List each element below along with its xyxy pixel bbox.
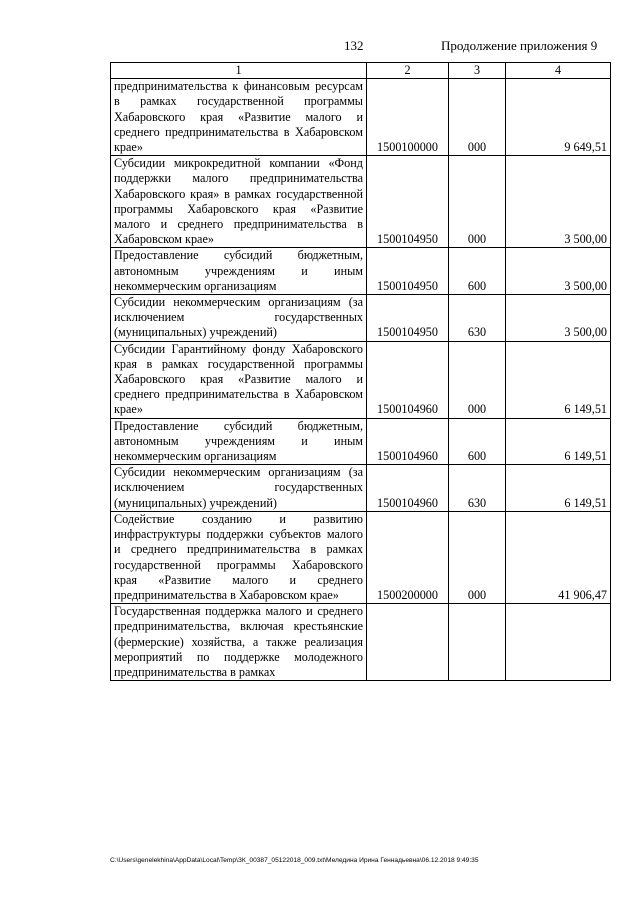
row-expense-type: 000	[449, 156, 506, 248]
table-row	[111, 295, 611, 342]
row-name: Содействие созданию и развитию инфраструктуры поддержки субъектов малого и среднего предпринимательства в рамках государственной программы Хабаровского края «Развитие малого и среднего предпринимательства в Хабаровском крае»	[111, 511, 367, 603]
table-row	[111, 418, 611, 465]
table-row	[111, 156, 611, 248]
row-name: Государственная поддержка малого и среднего предпринимательства, включая крестьянские (фермерские) хозяйства, а также реализация мероприятий по поддержке молодежного предпринимательства в рамках	[111, 604, 367, 681]
row-name: Предоставление субсидий бюджетным, автономным учреждениям и иным некоммерческим организациям	[111, 248, 367, 295]
table-row	[111, 248, 611, 295]
row-expense-type: 600	[449, 248, 506, 295]
row-sum: 9 649,51	[506, 79, 611, 156]
table-header-row	[111, 63, 611, 79]
row-expense-type: 630	[449, 465, 506, 512]
row-expense-type: 000	[449, 341, 506, 418]
row-code: 1500104960	[367, 465, 449, 512]
row-code	[367, 604, 449, 681]
continuation-title: Продолжение приложения 9	[441, 38, 598, 53]
column-header-1: 1	[111, 63, 367, 79]
row-sum	[506, 604, 611, 681]
column-header-3: 3	[449, 63, 506, 79]
table-row	[111, 604, 611, 681]
row-code: 1500104960	[367, 418, 449, 465]
table-row	[111, 79, 611, 156]
row-name: Субсидии Гарантийному фонду Хабаровского края в рамках государственной программы Хабаровского края «Развитие малого и среднего предпринимательства в Хабаровском крае»	[111, 341, 367, 418]
row-code: 1500104960	[367, 341, 449, 418]
row-expense-type: 630	[449, 295, 506, 342]
row-name: Субсидии микрокредитной компании «Фонд поддержки малого предпринимательства Хабаровского края» в рамках государственной программы Хабаровского края «Развитие малого и среднего предпринимательства в Хабаровском крае»	[111, 156, 367, 248]
column-header-4: 4	[506, 63, 611, 79]
row-sum: 6 149,51	[506, 341, 611, 418]
row-name: предпринимательства к финансовым ресурсам в рамках государственной программы Хабаровского края «Развитие малого и среднего предпринимательства в Хабаровском крае»	[111, 79, 367, 156]
row-sum: 3 500,00	[506, 248, 611, 295]
row-code: 1500200000	[367, 511, 449, 603]
row-code: 1500100000	[367, 79, 449, 156]
row-name: Субсидии некоммерческим организациям (за исключением государственных (муниципальных) учреждений)	[111, 295, 367, 342]
row-code: 1500104950	[367, 295, 449, 342]
row-code: 1500104950	[367, 248, 449, 295]
column-header-2: 2	[367, 63, 449, 79]
table-row	[111, 465, 611, 512]
row-expense-type: 600	[449, 418, 506, 465]
row-name: Предоставление субсидий бюджетным, автономным учреждениям и иным некоммерческим организациям	[111, 418, 367, 465]
table-row	[111, 511, 611, 603]
row-expense-type: 000	[449, 511, 506, 603]
row-sum: 6 149,51	[506, 465, 611, 512]
page-number: 132	[344, 38, 364, 53]
row-sum: 3 500,00	[506, 156, 611, 248]
footer-file-path: C:\Users\genelekhina\AppData\Local\Temp\ЗК_00387_05122018_009.txt\Меледина Ирина Геннадьевна\06.12.2018 9:49:35	[110, 857, 479, 864]
row-expense-type: 000	[449, 79, 506, 156]
row-code: 1500104950	[367, 156, 449, 248]
row-name: Субсидии некоммерческим организациям (за исключением государственных (муниципальных) учреждений)	[111, 465, 367, 512]
table-row	[111, 341, 611, 418]
row-sum: 41 906,47	[506, 511, 611, 603]
budget-table	[110, 62, 611, 681]
row-sum: 3 500,00	[506, 295, 611, 342]
row-expense-type	[449, 604, 506, 681]
row-sum: 6 149,51	[506, 418, 611, 465]
